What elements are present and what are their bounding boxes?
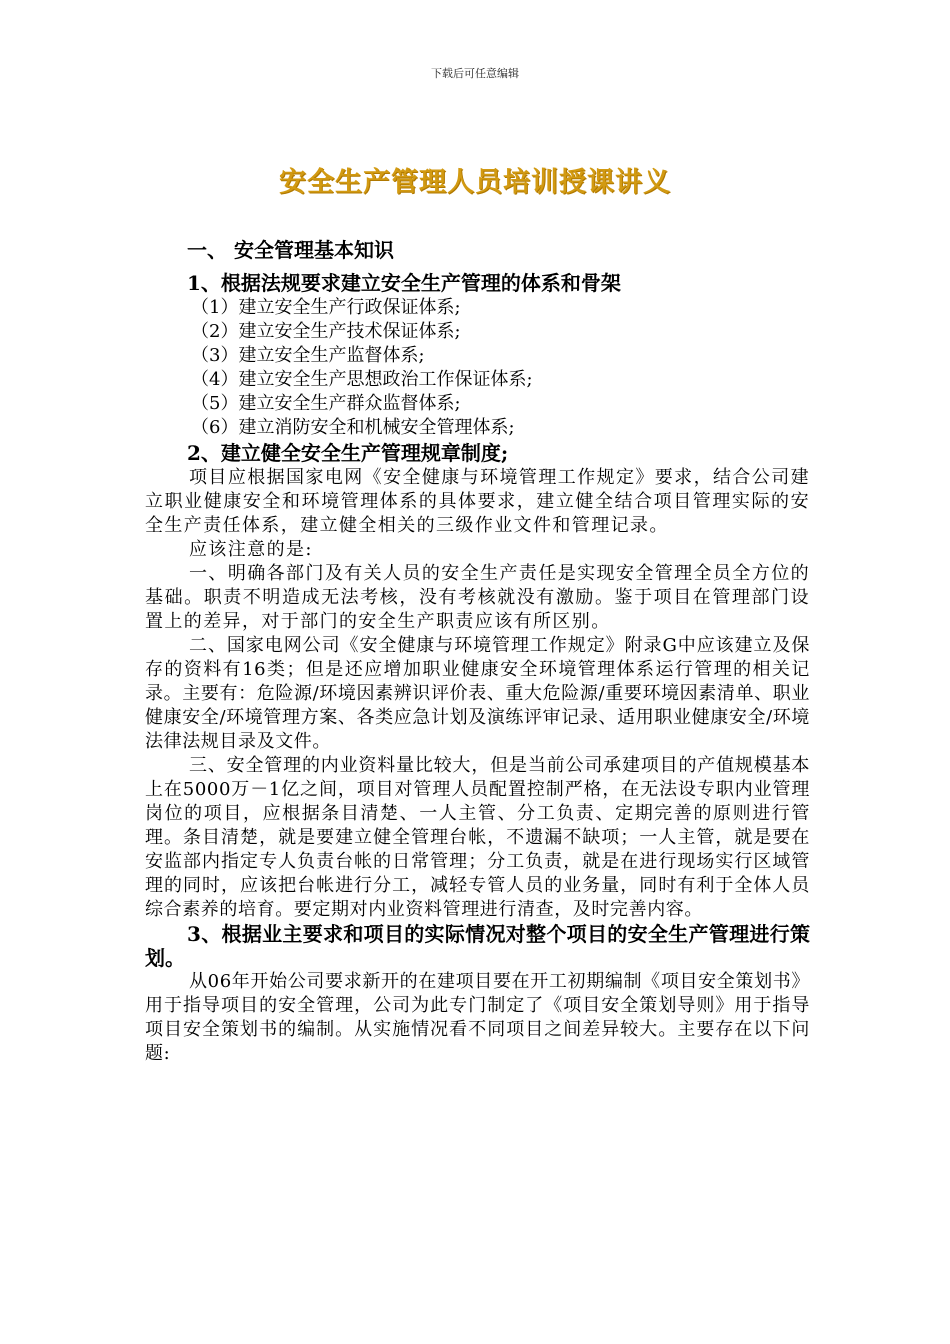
paragraph: 项目应根据国家电网《安全健康与环境管理工作规定》要求，结合公司建立职业健康安全和环境管理体系的具体要求，建立健全结合项目管理实际的安全生产责任体系，建立健全相关的三级作业文件和管理记录。 <box>145 467 810 536</box>
list-item: （6）建立消防安全和机械安全管理体系; <box>191 417 515 438</box>
list-item: （5）建立安全生产群众监督体系; <box>191 393 461 414</box>
section-heading-1: 一、 安全管理基本知识 <box>187 238 394 262</box>
list-item: （4）建立安全生产思想政治工作保证体系; <box>191 369 533 390</box>
paragraph: 二、国家电网公司《安全健康与环境管理工作规定》附录G中应该建立及保存的资料有16类；但是还应增加职业健康安全环境管理体系运行管理的相关记录。主要有：危险源/环境因素辨识评价表、重大危险源/重要环境因素清单、职业健康安全/环境管理方案、各类应急计划及演练评审记录、适用职业健康安全/环境法律法规目录及文件。 <box>145 635 810 752</box>
paragraph: 三、安全管理的内业资料量比较大，但是当前公司承建项目的产值规模基本上在5000万－1亿之间，项目对管理人员配置控制严格，在无法设专职内业管理岗位的项目，应根据条目清楚、一人主管、分工负责、定期完善的原则进行管理。条目清楚，就是要建立健全管理台帐，不遗漏不缺项；一人主管，就是要在安监部内指定专人负责台帐的日常管理；分工负责，就是在进行现场实行区域管理的同时，应该把台帐进行分工，减轻专管人员的业务量，同时有利于全体人员综合素养的培育。要定期对内业资料管理进行清查，及时完善内容。 <box>145 755 810 920</box>
document-title: 安全生产管理人员培训授课讲义 <box>279 167 671 198</box>
paragraph: 一、明确各部门及有关人员的安全生产责任是实现安全管理全员全方位的基础。职责不明造成无法考核，没有考核就没有激励。鉴于项目在管理部门设置上的差异，对于部门的安全生产职责应该有所区别。 <box>145 563 810 632</box>
paragraph: 从06年开始公司要求新开的在建项目要在开工初期编制《项目安全策划书》用于指导项目的安全管理，公司为此专门制定了《项目安全策划导则》用于指导项目安全策划书的编制。从实施情况看不同项目之间差异较大。主要存在以下问题: <box>145 971 810 1064</box>
page-header-note: 下载后可任意编辑 <box>431 67 519 80</box>
subheading-2: 2、建立健全安全生产管理规章制度; <box>187 441 509 465</box>
list-item: （3）建立安全生产监督体系; <box>191 345 425 366</box>
document-body <box>145 228 810 1066</box>
subheading-3: 3、根据业主要求和项目的实际情况对整个项目的安全生产管理进行策划。 <box>145 922 810 970</box>
paragraph: 应该注意的是: <box>189 539 313 560</box>
list-item: （2）建立安全生产技术保证体系; <box>191 321 461 342</box>
subheading-1: 1、根据法规要求建立安全生产管理的体系和骨架 <box>187 271 621 295</box>
list-item: （1）建立安全生产行政保证体系; <box>191 297 461 318</box>
